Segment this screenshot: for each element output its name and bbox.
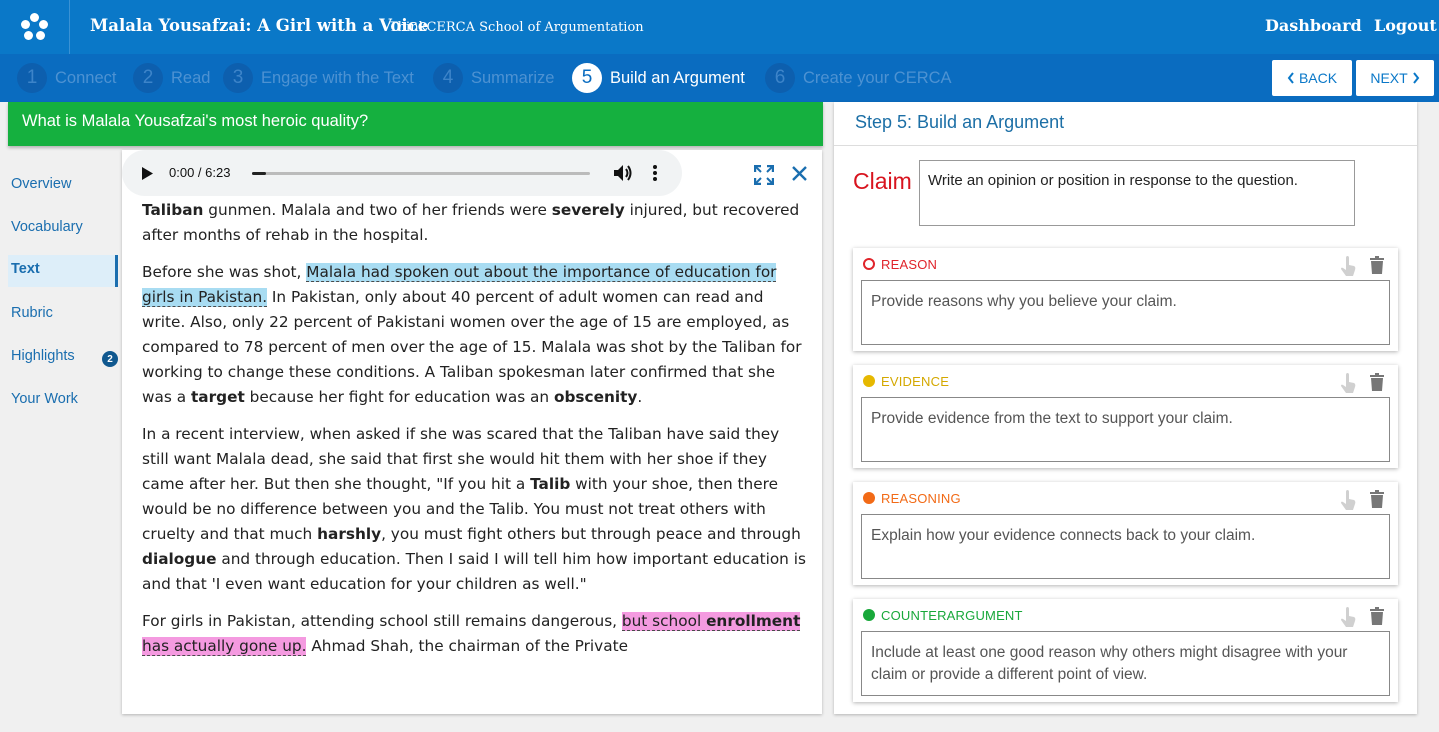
- text-reader: [122, 150, 822, 714]
- volume-icon[interactable]: [613, 164, 633, 182]
- evidence-input[interactable]: Provide evidence from the text to support your claim.: [861, 397, 1390, 462]
- argument-panel: [834, 102, 1417, 714]
- step-build-argument[interactable]: 5 Build an Argument: [572, 63, 745, 93]
- close-icon[interactable]: [792, 166, 807, 181]
- counterargument-card: [853, 599, 1398, 702]
- back-button[interactable]: BACK: [1272, 60, 1352, 96]
- claim-input[interactable]: Write an opinion or position in response to the question.: [919, 160, 1355, 226]
- chevron-left-icon: [1287, 72, 1295, 84]
- step-create-cerca[interactable]: 6 Create your CERCA: [765, 63, 952, 93]
- sidebar-item-vocabulary[interactable]: Vocabulary: [11, 219, 83, 235]
- drag-handle-icon[interactable]: [1340, 373, 1356, 393]
- expand-icon[interactable]: [754, 165, 774, 185]
- logo-icon[interactable]: [0, 0, 70, 54]
- app-title: Malala Yousafzai: A Girl with a Voice: [90, 16, 429, 35]
- audio-progress-bar[interactable]: [252, 172, 590, 175]
- dashboard-link[interactable]: Dashboard: [1265, 16, 1362, 35]
- paragraph: Before she was shot, Malala had spoken out about the importance of education for girls in Pakistan. In Pakistan, only about 40 percent of adult women can read and write. Also, only 22 percent of Pakistani women over the age of 15 are employed, as compared to 78 percent of men over the age of 15. Malala was shot by the Taliban for working to change these conditions. A Taliban spokesman later confirmed that she was a target because her fight for education was an obscenity.: [142, 263, 802, 406]
- reasoning-label: REASONING: [881, 491, 961, 506]
- reading-text: [142, 198, 807, 671]
- sidebar-item-your-work[interactable]: Your Work: [11, 391, 78, 407]
- audio-time: 0:00 / 6:23: [169, 165, 231, 180]
- counterargument-label: COUNTERARGUMENT: [881, 608, 1023, 623]
- drag-handle-icon[interactable]: [1340, 490, 1356, 510]
- evidence-label: EVIDENCE: [881, 374, 950, 389]
- drag-handle-icon[interactable]: [1340, 256, 1356, 276]
- reason-label: REASON: [881, 257, 938, 272]
- reason-dot-icon: [863, 258, 875, 270]
- sidebar-item-overview[interactable]: Overview: [11, 176, 72, 192]
- reason-input[interactable]: Provide reasons why you believe your claim.: [861, 280, 1390, 345]
- delete-icon[interactable]: [1370, 490, 1384, 508]
- reasoning-card: [853, 482, 1398, 585]
- highlight[interactable]: Malala had spoken out about the importance of education for girls in Pakistan.: [142, 263, 777, 306]
- logout-link[interactable]: Logout: [1374, 16, 1437, 35]
- top-bar: [0, 0, 1439, 54]
- play-icon[interactable]: [142, 167, 153, 180]
- reasoning-dot-icon: [863, 492, 875, 504]
- delete-icon[interactable]: [1370, 373, 1384, 391]
- evidence-card: [853, 365, 1398, 468]
- app-subtitle: ThinkCERCA School of Argumentation: [389, 20, 644, 35]
- steps-bar: [0, 54, 1439, 102]
- next-button[interactable]: NEXT: [1356, 60, 1434, 96]
- claim-label: Claim: [853, 168, 912, 194]
- counterargument-dot-icon: [863, 609, 875, 621]
- drag-handle-icon[interactable]: [1340, 607, 1356, 627]
- delete-icon[interactable]: [1370, 607, 1384, 625]
- step-connect[interactable]: 1 Connect: [17, 63, 116, 93]
- delete-icon[interactable]: [1370, 256, 1384, 274]
- paragraph: Taliban gunmen. Malala and two of her friends were severely injured, but recovered after months of rehab in the hospital.: [142, 201, 800, 244]
- panel-title: Step 5: Build an Argument: [855, 112, 1065, 132]
- counterargument-input[interactable]: Include at least one good reason why others might disagree with your claim or provide a different point of view.: [861, 631, 1390, 696]
- more-options-icon[interactable]: [652, 165, 658, 181]
- reasoning-input[interactable]: Explain how your evidence connects back to your claim.: [861, 514, 1390, 579]
- step-engage[interactable]: 3 Engage with the Text: [223, 63, 414, 93]
- question-banner: What is Malala Yousafzai's most heroic quality?: [8, 102, 823, 146]
- sidebar-item-text[interactable]: Text: [8, 255, 118, 287]
- step-summarize[interactable]: 4 Summarize: [433, 63, 554, 93]
- highlights-count-badge: 2: [102, 351, 118, 367]
- evidence-dot-icon: [863, 375, 875, 387]
- paragraph: For girls in Pakistan, attending school still remains dangerous, but school enrollment has actually gone up. Ahmad Shah, the chairman of the Private: [142, 612, 801, 655]
- paragraph: In a recent interview, when asked if she was scared that the Taliban have said they still want Malala dead, she said that first she would hit them with her shoe if they came after her. But then she thought, "If you hit a Talib with your shoe, then there would be no difference between you and the Talib. You must not treat others with cruelty and that much harshly, you must fight others but through peace and through dialogue and through education. Then I said I will tell him how important education is and that 'I even want education for your children as well.": [142, 425, 806, 593]
- chevron-right-icon: [1412, 72, 1420, 84]
- sidebar-item-highlights[interactable]: Highlights 2: [8, 342, 118, 374]
- reason-card: [853, 248, 1398, 351]
- audio-player[interactable]: [122, 150, 682, 196]
- divider: [834, 145, 1417, 146]
- step-read[interactable]: 2 Read: [133, 63, 210, 93]
- highlight[interactable]: but school enrollment has actually gone up.: [142, 612, 801, 655]
- sidebar-item-rubric[interactable]: Rubric: [11, 305, 53, 321]
